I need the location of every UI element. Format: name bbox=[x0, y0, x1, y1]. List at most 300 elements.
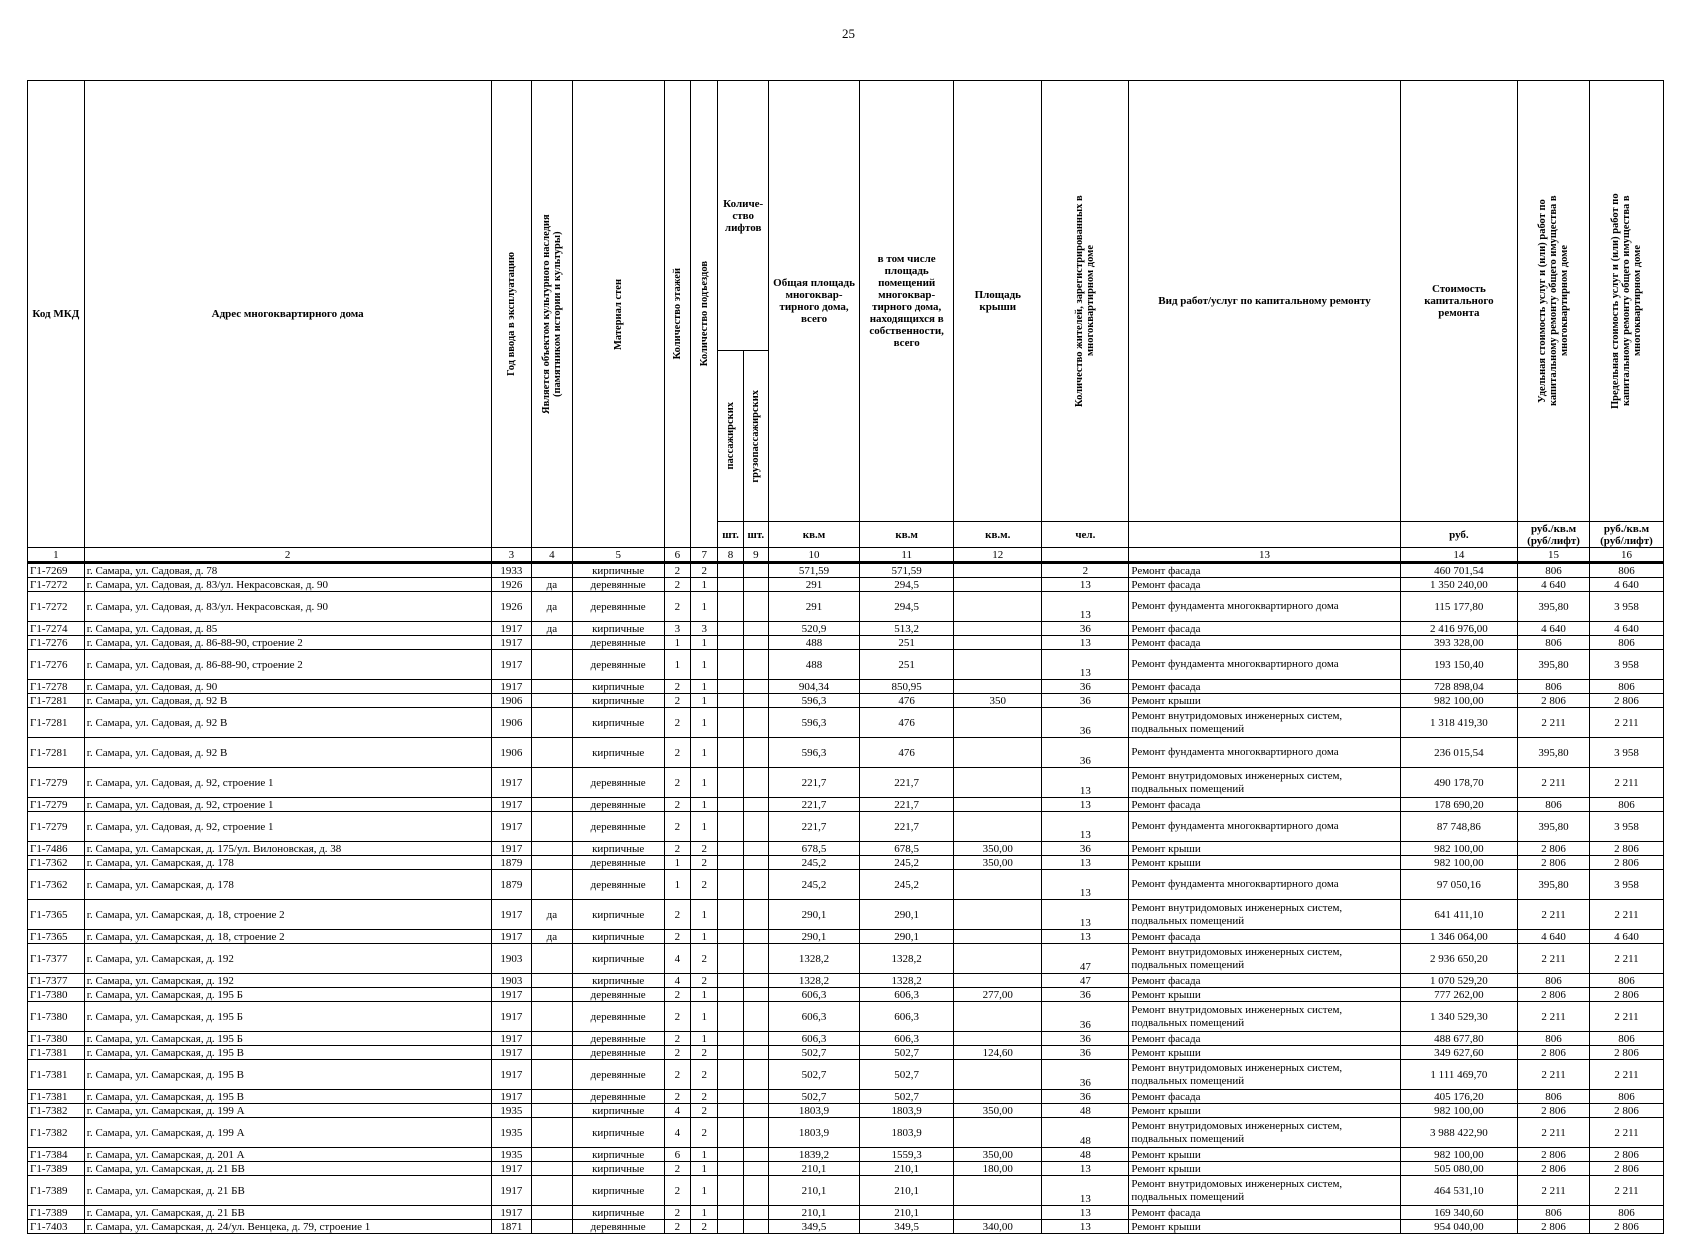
cell-floors: 4 bbox=[664, 1118, 690, 1148]
cell-heritage bbox=[532, 1220, 572, 1234]
cell-unit-cost: 2 806 bbox=[1518, 842, 1590, 856]
cell-year: 1917 bbox=[491, 900, 531, 930]
cell-owned-area: 502,7 bbox=[860, 1046, 954, 1060]
cell-lifts-pass bbox=[718, 900, 743, 930]
cell-lifts-cargo bbox=[743, 1162, 768, 1176]
cell-code: Г1-7362 bbox=[28, 870, 85, 900]
cell-code: Г1-7365 bbox=[28, 930, 85, 944]
cell-work-type: Ремонт крыши bbox=[1129, 988, 1400, 1002]
table-row bbox=[28, 870, 1664, 900]
cell-cost: 777 262,00 bbox=[1400, 988, 1517, 1002]
cell-heritage bbox=[532, 812, 572, 842]
cell-work-type: Ремонт фасада bbox=[1129, 1032, 1400, 1046]
cell-entrances: 1 bbox=[691, 768, 718, 798]
cell-owned-area: 850,95 bbox=[860, 680, 954, 694]
cell-residents: 13 bbox=[1042, 578, 1129, 592]
cell-lifts-pass bbox=[718, 1118, 743, 1148]
cell-floors: 2 bbox=[664, 798, 690, 812]
cell-address: г. Самара, ул. Самарская, д. 178 bbox=[84, 856, 491, 870]
cell-roof-area bbox=[954, 1176, 1042, 1206]
cell-unit-cost: 2 211 bbox=[1518, 1118, 1590, 1148]
cell-year: 1917 bbox=[491, 988, 531, 1002]
cell-floors: 2 bbox=[664, 1090, 690, 1104]
cell-max-cost: 2 806 bbox=[1589, 1148, 1663, 1162]
cell-material: деревянные bbox=[572, 578, 664, 592]
cell-entrances: 1 bbox=[691, 1002, 718, 1032]
cell-year: 1917 bbox=[491, 1060, 531, 1090]
cell-roof-area bbox=[954, 738, 1042, 768]
cell-cost: 1 346 064,00 bbox=[1400, 930, 1517, 944]
table-row bbox=[28, 1176, 1664, 1206]
table-row bbox=[28, 856, 1664, 870]
cell-work-type: Ремонт фасада bbox=[1129, 798, 1400, 812]
cell-work-type: Ремонт фундамента многоквартирного дома bbox=[1129, 592, 1400, 622]
cell-lifts-pass bbox=[718, 1148, 743, 1162]
cell-work-type: Ремонт крыши bbox=[1129, 1148, 1400, 1162]
cell-lifts-cargo bbox=[743, 1176, 768, 1206]
cell-year: 1917 bbox=[491, 1090, 531, 1104]
cell-entrances: 1 bbox=[691, 738, 718, 768]
cell-heritage bbox=[532, 1176, 572, 1206]
cell-year: 1935 bbox=[491, 1118, 531, 1148]
cell-roof-area bbox=[954, 812, 1042, 842]
cell-residents: 13 bbox=[1042, 856, 1129, 870]
cell-work-type: Ремонт внутридомовых инженерных систем, подвальных помещений bbox=[1129, 1176, 1400, 1206]
cell-total-area: 502,7 bbox=[768, 1090, 859, 1104]
cell-entrances: 1 bbox=[691, 708, 718, 738]
cell-heritage bbox=[532, 1206, 572, 1220]
cell-owned-area: 210,1 bbox=[860, 1162, 954, 1176]
cell-floors: 4 bbox=[664, 974, 690, 988]
cell-code: Г1-7377 bbox=[28, 974, 85, 988]
cell-code: Г1-7276 bbox=[28, 650, 85, 680]
cell-code: Г1-7380 bbox=[28, 1002, 85, 1032]
cell-heritage bbox=[532, 1032, 572, 1046]
cell-lifts-cargo bbox=[743, 680, 768, 694]
cell-residents: 13 bbox=[1042, 900, 1129, 930]
unit-people: чел. bbox=[1042, 522, 1129, 548]
cell-cost: 464 531,10 bbox=[1400, 1176, 1517, 1206]
cell-total-area: 221,7 bbox=[768, 768, 859, 798]
cell-address: г. Самара, ул. Самарская, д. 201 А bbox=[84, 1148, 491, 1162]
cell-total-area: 1328,2 bbox=[768, 974, 859, 988]
cell-roof-area bbox=[954, 1206, 1042, 1220]
cell-total-area: 904,34 bbox=[768, 680, 859, 694]
cell-code: Г1-7382 bbox=[28, 1118, 85, 1148]
cell-material: деревянные bbox=[572, 1046, 664, 1060]
cell-cost: 982 100,00 bbox=[1400, 1104, 1517, 1118]
cell-lifts-pass bbox=[718, 930, 743, 944]
cell-lifts-pass bbox=[718, 988, 743, 1002]
col-unit-cost-header: Удельная стоимость услуг и (или) работ по капитальному ремонту общего имущества в многоквартирном доме bbox=[1518, 81, 1590, 522]
cell-material: деревянные bbox=[572, 1002, 664, 1032]
cell-heritage bbox=[532, 738, 572, 768]
cell-year: 1917 bbox=[491, 1046, 531, 1060]
cell-work-type: Ремонт крыши bbox=[1129, 1104, 1400, 1118]
cell-material: деревянные bbox=[572, 592, 664, 622]
col-cost-header: Стоимость капитального ремонта bbox=[1400, 81, 1517, 522]
cell-total-area: 210,1 bbox=[768, 1206, 859, 1220]
cell-cost: 982 100,00 bbox=[1400, 694, 1517, 708]
col-address-header: Адрес многоквартирного дома bbox=[84, 81, 491, 548]
cell-residents: 13 bbox=[1042, 636, 1129, 650]
cell-lifts-cargo bbox=[743, 636, 768, 650]
table-row bbox=[28, 812, 1664, 842]
cell-entrances: 2 bbox=[691, 1220, 718, 1234]
cell-heritage bbox=[532, 944, 572, 974]
cell-owned-area: 1559,3 bbox=[860, 1148, 954, 1162]
cell-work-type: Ремонт крыши bbox=[1129, 842, 1400, 856]
cell-material: кирпичные bbox=[572, 1162, 664, 1176]
cell-residents: 13 bbox=[1042, 798, 1129, 812]
cell-heritage: да bbox=[532, 900, 572, 930]
cell-heritage bbox=[532, 694, 572, 708]
cell-material: кирпичные bbox=[572, 738, 664, 768]
cell-work-type: Ремонт фундамента многоквартирного дома bbox=[1129, 650, 1400, 680]
cell-entrances: 1 bbox=[691, 1032, 718, 1046]
cell-max-cost: 3 958 bbox=[1589, 812, 1663, 842]
cell-code: Г1-7269 bbox=[28, 563, 85, 578]
cell-residents: 13 bbox=[1042, 768, 1129, 798]
cell-heritage: да bbox=[532, 622, 572, 636]
unit-sqm-3: кв.м. bbox=[954, 522, 1042, 548]
cell-lifts-pass bbox=[718, 798, 743, 812]
cell-lifts-cargo bbox=[743, 900, 768, 930]
cell-material: кирпичные bbox=[572, 842, 664, 856]
table-row bbox=[28, 694, 1664, 708]
cell-lifts-pass bbox=[718, 1090, 743, 1104]
cell-roof-area bbox=[954, 578, 1042, 592]
cell-cost: 488 677,80 bbox=[1400, 1032, 1517, 1046]
cell-roof-area bbox=[954, 563, 1042, 578]
cell-material: деревянные bbox=[572, 1060, 664, 1090]
cell-max-cost: 3 958 bbox=[1589, 592, 1663, 622]
cell-floors: 6 bbox=[664, 1148, 690, 1162]
table-row bbox=[28, 1046, 1664, 1060]
cell-cost: 982 100,00 bbox=[1400, 1148, 1517, 1162]
cell-floors: 2 bbox=[664, 900, 690, 930]
cell-owned-area: 290,1 bbox=[860, 900, 954, 930]
cell-work-type: Ремонт внутридомовых инженерных систем, подвальных помещений bbox=[1129, 1118, 1400, 1148]
cell-unit-cost: 2 806 bbox=[1518, 1162, 1590, 1176]
table-row bbox=[28, 738, 1664, 768]
cell-year: 1935 bbox=[491, 1104, 531, 1118]
cell-cost: 1 318 419,30 bbox=[1400, 708, 1517, 738]
cell-lifts-cargo bbox=[743, 930, 768, 944]
cell-address: г. Самара, ул. Самарская, д. 21 БВ bbox=[84, 1162, 491, 1176]
cell-unit-cost: 806 bbox=[1518, 1090, 1590, 1104]
cell-max-cost: 806 bbox=[1589, 636, 1663, 650]
col-total-area-header: Общая площадь многоквар-тирного дома, всего bbox=[768, 81, 859, 522]
cell-material: кирпичные bbox=[572, 1148, 664, 1162]
cell-address: г. Самара, ул. Самарская, д. 178 bbox=[84, 870, 491, 900]
cell-entrances: 2 bbox=[691, 1060, 718, 1090]
cell-address: г. Самара, ул. Садовая, д. 92, строение 1 bbox=[84, 812, 491, 842]
cell-owned-area: 606,3 bbox=[860, 1002, 954, 1032]
cell-cost: 505 080,00 bbox=[1400, 1162, 1517, 1176]
cell-material: деревянные bbox=[572, 1220, 664, 1234]
cell-material: кирпичные bbox=[572, 1118, 664, 1148]
cell-cost: 1 111 469,70 bbox=[1400, 1060, 1517, 1090]
cell-year: 1903 bbox=[491, 944, 531, 974]
cell-year: 1917 bbox=[491, 636, 531, 650]
cell-material: кирпичные bbox=[572, 1104, 664, 1118]
cell-roof-area bbox=[954, 870, 1042, 900]
table-row bbox=[28, 1148, 1664, 1162]
cell-address: г. Самара, ул. Самарская, д. 175/ул. Вилоновская, д. 38 bbox=[84, 842, 491, 856]
cell-lifts-cargo bbox=[743, 974, 768, 988]
cell-owned-area: 245,2 bbox=[860, 870, 954, 900]
table-row bbox=[28, 900, 1664, 930]
cell-heritage bbox=[532, 1162, 572, 1176]
cell-floors: 1 bbox=[664, 870, 690, 900]
cell-entrances: 2 bbox=[691, 870, 718, 900]
cell-address: г. Самара, ул. Садовая, д. 83/ул. Некрасовская, д. 90 bbox=[84, 592, 491, 622]
cell-heritage bbox=[532, 842, 572, 856]
cell-total-area: 245,2 bbox=[768, 870, 859, 900]
cell-year: 1879 bbox=[491, 856, 531, 870]
cell-entrances: 2 bbox=[691, 842, 718, 856]
table-row bbox=[28, 1104, 1664, 1118]
cell-floors: 2 bbox=[664, 1176, 690, 1206]
cell-owned-area: 571,59 bbox=[860, 563, 954, 578]
unit-rub-sqm-2: руб./кв.м (руб/лифт) bbox=[1589, 522, 1663, 548]
cell-unit-cost: 2 211 bbox=[1518, 1060, 1590, 1090]
cell-unit-cost: 806 bbox=[1518, 1206, 1590, 1220]
cell-unit-cost: 395,80 bbox=[1518, 650, 1590, 680]
cell-max-cost: 2 211 bbox=[1589, 768, 1663, 798]
cell-material: деревянные bbox=[572, 768, 664, 798]
cell-total-area: 606,3 bbox=[768, 1002, 859, 1032]
cell-code: Г1-7377 bbox=[28, 944, 85, 974]
cell-address: г. Самара, ул. Самарская, д. 24/ул. Венцека, д. 79, строение 1 bbox=[84, 1220, 491, 1234]
cell-address: г. Самара, ул. Самарская, д. 18, строение 2 bbox=[84, 900, 491, 930]
cell-max-cost: 806 bbox=[1589, 974, 1663, 988]
table-row bbox=[28, 1002, 1664, 1032]
cell-floors: 3 bbox=[664, 622, 690, 636]
table-row bbox=[28, 1162, 1664, 1176]
cell-lifts-pass bbox=[718, 738, 743, 768]
cell-unit-cost: 806 bbox=[1518, 636, 1590, 650]
cell-heritage bbox=[532, 1148, 572, 1162]
cell-residents: 2 bbox=[1042, 563, 1129, 578]
cell-address: г. Самара, ул. Самарская, д. 192 bbox=[84, 974, 491, 988]
cell-total-area: 678,5 bbox=[768, 842, 859, 856]
cell-roof-area bbox=[954, 622, 1042, 636]
unit-pcs-2: шт. bbox=[743, 522, 768, 548]
cell-residents: 36 bbox=[1042, 680, 1129, 694]
cell-lifts-cargo bbox=[743, 622, 768, 636]
cell-roof-area bbox=[954, 1090, 1042, 1104]
cell-total-area: 520,9 bbox=[768, 622, 859, 636]
cell-lifts-pass bbox=[718, 870, 743, 900]
cell-max-cost: 4 640 bbox=[1589, 930, 1663, 944]
cell-total-area: 502,7 bbox=[768, 1060, 859, 1090]
table-row bbox=[28, 1090, 1664, 1104]
cell-roof-area bbox=[954, 798, 1042, 812]
cell-residents: 36 bbox=[1042, 1002, 1129, 1032]
cell-heritage bbox=[532, 1118, 572, 1148]
cell-residents: 13 bbox=[1042, 1220, 1129, 1234]
cell-lifts-pass bbox=[718, 650, 743, 680]
cell-lifts-pass bbox=[718, 1046, 743, 1060]
cell-year: 1917 bbox=[491, 842, 531, 856]
cell-work-type: Ремонт крыши bbox=[1129, 1220, 1400, 1234]
cell-code: Г1-7272 bbox=[28, 578, 85, 592]
cell-material: кирпичные bbox=[572, 680, 664, 694]
cell-roof-area: 124,60 bbox=[954, 1046, 1042, 1060]
cell-max-cost: 4 640 bbox=[1589, 578, 1663, 592]
cell-residents: 36 bbox=[1042, 622, 1129, 636]
cell-lifts-cargo bbox=[743, 1148, 768, 1162]
cell-residents: 36 bbox=[1042, 738, 1129, 768]
cell-floors: 2 bbox=[664, 738, 690, 768]
cell-owned-area: 290,1 bbox=[860, 930, 954, 944]
cell-work-type: Ремонт внутридомовых инженерных систем, подвальных помещений bbox=[1129, 708, 1400, 738]
cell-owned-area: 476 bbox=[860, 708, 954, 738]
table-row bbox=[28, 563, 1664, 578]
cell-floors: 2 bbox=[664, 930, 690, 944]
cell-code: Г1-7272 bbox=[28, 592, 85, 622]
cell-address: г. Самара, ул. Садовая, д. 92 В bbox=[84, 708, 491, 738]
cell-code: Г1-7389 bbox=[28, 1162, 85, 1176]
cell-code: Г1-7389 bbox=[28, 1176, 85, 1206]
cell-work-type: Ремонт фасада bbox=[1129, 1206, 1400, 1220]
cell-heritage: да bbox=[532, 578, 572, 592]
cell-heritage bbox=[532, 870, 572, 900]
cell-owned-area: 251 bbox=[860, 650, 954, 680]
cell-residents: 48 bbox=[1042, 1148, 1129, 1162]
unit-sqm-1: кв.м bbox=[768, 522, 859, 548]
cell-cost: 1 340 529,30 bbox=[1400, 1002, 1517, 1032]
cell-entrances: 1 bbox=[691, 798, 718, 812]
cell-cost: 982 100,00 bbox=[1400, 842, 1517, 856]
cell-residents: 13 bbox=[1042, 870, 1129, 900]
cell-max-cost: 2 806 bbox=[1589, 842, 1663, 856]
cell-heritage: да bbox=[532, 930, 572, 944]
cell-material: кирпичные bbox=[572, 1206, 664, 1220]
cell-year: 1917 bbox=[491, 680, 531, 694]
table-row bbox=[28, 798, 1664, 812]
cell-unit-cost: 2 806 bbox=[1518, 1046, 1590, 1060]
table-row bbox=[28, 1206, 1664, 1220]
cell-unit-cost: 806 bbox=[1518, 1032, 1590, 1046]
cell-cost: 405 176,20 bbox=[1400, 1090, 1517, 1104]
cell-lifts-pass bbox=[718, 1104, 743, 1118]
cell-roof-area: 340,00 bbox=[954, 1220, 1042, 1234]
cell-residents: 48 bbox=[1042, 1104, 1129, 1118]
cell-max-cost: 3 958 bbox=[1589, 870, 1663, 900]
cell-code: Г1-7403 bbox=[28, 1220, 85, 1234]
cell-year: 1871 bbox=[491, 1220, 531, 1234]
cell-max-cost: 2 806 bbox=[1589, 694, 1663, 708]
cell-cost: 349 627,60 bbox=[1400, 1046, 1517, 1060]
cell-lifts-pass bbox=[718, 708, 743, 738]
cell-roof-area bbox=[954, 900, 1042, 930]
cell-lifts-pass bbox=[718, 1002, 743, 1032]
cell-unit-cost: 4 640 bbox=[1518, 930, 1590, 944]
cell-residents: 36 bbox=[1042, 988, 1129, 1002]
cell-entrances: 1 bbox=[691, 1206, 718, 1220]
cell-work-type: Ремонт фасада bbox=[1129, 578, 1400, 592]
cell-work-type: Ремонт крыши bbox=[1129, 1046, 1400, 1060]
cell-code: Г1-7380 bbox=[28, 988, 85, 1002]
cell-total-area: 488 bbox=[768, 636, 859, 650]
cell-heritage bbox=[532, 650, 572, 680]
cell-work-type: Ремонт внутридомовых инженерных систем, подвальных помещений bbox=[1129, 944, 1400, 974]
page-number: 25 bbox=[842, 26, 855, 41]
cell-residents: 13 bbox=[1042, 930, 1129, 944]
cell-floors: 2 bbox=[664, 694, 690, 708]
cell-code: Г1-7279 bbox=[28, 798, 85, 812]
cell-address: г. Самара, ул. Самарская, д. 21 БВ bbox=[84, 1176, 491, 1206]
cell-lifts-pass bbox=[718, 636, 743, 650]
cell-floors: 1 bbox=[664, 650, 690, 680]
cell-address: г. Самара, ул. Садовая, д. 78 bbox=[84, 563, 491, 578]
cell-entrances: 1 bbox=[691, 636, 718, 650]
cell-owned-area: 1803,9 bbox=[860, 1118, 954, 1148]
cell-cost: 490 178,70 bbox=[1400, 768, 1517, 798]
cell-total-area: 1839,2 bbox=[768, 1148, 859, 1162]
cell-roof-area bbox=[954, 1060, 1042, 1090]
cell-lifts-cargo bbox=[743, 694, 768, 708]
cell-entrances: 1 bbox=[691, 592, 718, 622]
cell-unit-cost: 4 640 bbox=[1518, 622, 1590, 636]
cell-max-cost: 2 211 bbox=[1589, 1060, 1663, 1090]
cell-cost: 728 898,04 bbox=[1400, 680, 1517, 694]
table-row bbox=[28, 1032, 1664, 1046]
cell-floors: 2 bbox=[664, 1206, 690, 1220]
cell-max-cost: 4 640 bbox=[1589, 622, 1663, 636]
cell-total-area: 210,1 bbox=[768, 1176, 859, 1206]
table-row bbox=[28, 680, 1664, 694]
table-row bbox=[28, 930, 1664, 944]
cell-residents: 13 bbox=[1042, 650, 1129, 680]
cell-floors: 4 bbox=[664, 1104, 690, 1118]
col-max-cost-header: Предельная стоимость услуг и (или) работ по капитальному ремонту общего имущества в многоквартирном доме bbox=[1589, 81, 1663, 522]
cell-total-area: 1328,2 bbox=[768, 944, 859, 974]
cell-entrances: 2 bbox=[691, 974, 718, 988]
cell-owned-area: 502,7 bbox=[860, 1060, 954, 1090]
col-lifts-cargo-header: грузопассажирских bbox=[743, 351, 768, 522]
cell-owned-area: 294,5 bbox=[860, 578, 954, 592]
cell-total-area: 291 bbox=[768, 578, 859, 592]
cell-year: 1917 bbox=[491, 1162, 531, 1176]
cell-cost: 236 015,54 bbox=[1400, 738, 1517, 768]
cell-roof-area bbox=[954, 768, 1042, 798]
cell-floors: 2 bbox=[664, 988, 690, 1002]
unit-rub: руб. bbox=[1400, 522, 1517, 548]
cell-lifts-pass bbox=[718, 944, 743, 974]
cell-lifts-pass bbox=[718, 974, 743, 988]
cell-residents: 13 bbox=[1042, 592, 1129, 622]
cell-material: деревянные bbox=[572, 870, 664, 900]
cell-total-area: 291 bbox=[768, 592, 859, 622]
cell-owned-area: 678,5 bbox=[860, 842, 954, 856]
cell-cost: 3 988 422,90 bbox=[1400, 1118, 1517, 1148]
cell-year: 1935 bbox=[491, 1148, 531, 1162]
cell-residents: 36 bbox=[1042, 1032, 1129, 1046]
cell-address: г. Самара, ул. Самарская, д. 21 БВ bbox=[84, 1206, 491, 1220]
cell-heritage bbox=[532, 1060, 572, 1090]
cell-lifts-cargo bbox=[743, 944, 768, 974]
cell-total-area: 502,7 bbox=[768, 1046, 859, 1060]
cell-address: г. Самара, ул. Самарская, д. 195 В bbox=[84, 1046, 491, 1060]
cell-work-type: Ремонт фундамента многоквартирного дома bbox=[1129, 738, 1400, 768]
cell-entrances: 2 bbox=[691, 856, 718, 870]
cell-code: Г1-7281 bbox=[28, 708, 85, 738]
cell-entrances: 1 bbox=[691, 1162, 718, 1176]
